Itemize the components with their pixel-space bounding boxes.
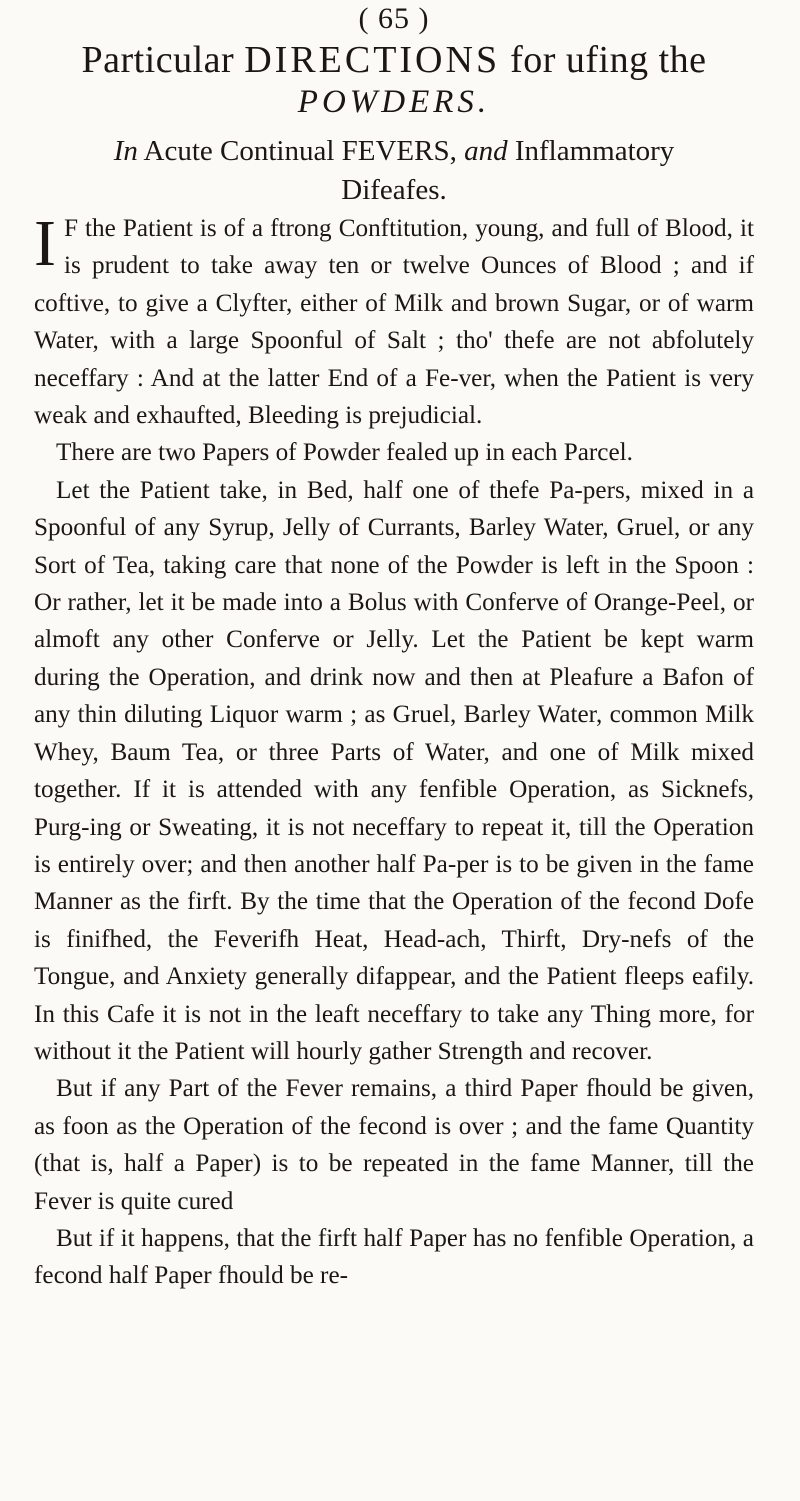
page-number: ( 65 ) xyxy=(358,2,430,35)
page-title xyxy=(34,38,754,82)
drop-cap: I xyxy=(34,207,56,280)
paragraph-1-text: F the Patient is of a ftrong Conftitution, young, and full of Blood, it is prudent to take away ten or twelve Ounces of Blood ; and if coftive, to give a Clyfter, either of Milk and brown Sugar, or of warm Water, with a large Spoonful of Salt ; tho' thefe are not abfolutely neceffary : And at the latter End of a Fe-ver, when the Patient is very weak and exhaufted, Bleeding is prejudicial. xyxy=(34,215,754,430)
paragraph-4: But if any Part of the Fever remains, a third Paper fhould be given, as foon as the Operation of the fecond is over ; and the fame Quantity (that is, half a Paper) is to be repeated in the fame Manner, till the Fever is quite cured xyxy=(34,1075,754,1215)
body-text xyxy=(34,207,754,1295)
heading-in: In xyxy=(113,135,138,167)
page-subtitle: POWDERS. xyxy=(297,84,491,120)
section-heading xyxy=(34,132,754,210)
heading-line2: Difeafes. xyxy=(341,174,447,206)
paragraph-5: But if it happens, that the firft half Paper has no fenfible Operation, a fecond half Paper fhould be re- xyxy=(34,1224,754,1290)
title-suffix: for ufing the xyxy=(500,39,707,81)
title-caps: DIRECTIONS xyxy=(244,39,501,81)
paragraph-2: There are two Papers of Powder fealed up in each Parcel. xyxy=(56,439,633,467)
paragraph-3: Let the Patient take, in Bed, half one of thefe Pa-pers, mixed in a Spoonful of any Syrup, Jelly of Currants, Barley Water, Gruel, or any Sort of Tea, taking care that none of the Powder is left in the Spoon : Or rather, let it be made into a Bolus with Conferve of Orange-Peel, or almoft any other Conferve or Jelly. Let the Patient be kept warm during the Operation, and drink now and then at Pleafure a Bafon of any thin diluting Liquor warm ; as Gruel, Barley Water, common Milk Whey, Baum Tea, or three Parts of Water, and one of Milk mixed together. If it is attended with any fenfible Operation, as Sicknefs, Purg-ing or Sweating, it is not neceffary to repeat it, till the Operation is entirely over; and then another half Pa-per is to be given in the fame Manner as the firft. By the time that the Operation of the fecond Dofe is finifhed, the Feverifh Heat, Head-ach, Thirft, Dry-nefs of the Tongue, and Anxiety generally difappear, and the Patient fleeps eafily. In this Cafe it is not in the leaft neceffary to take any Thing more, for without it the Patient will hourly gather Strength and recover. xyxy=(34,476,754,1065)
title-prefix: Particular xyxy=(81,39,245,81)
heading-and: and xyxy=(464,135,508,167)
heading-part1: Acute Continual FEVERS, xyxy=(137,135,465,167)
paragraph-1 xyxy=(34,207,754,434)
heading-part2: Inflammatory xyxy=(507,135,675,167)
